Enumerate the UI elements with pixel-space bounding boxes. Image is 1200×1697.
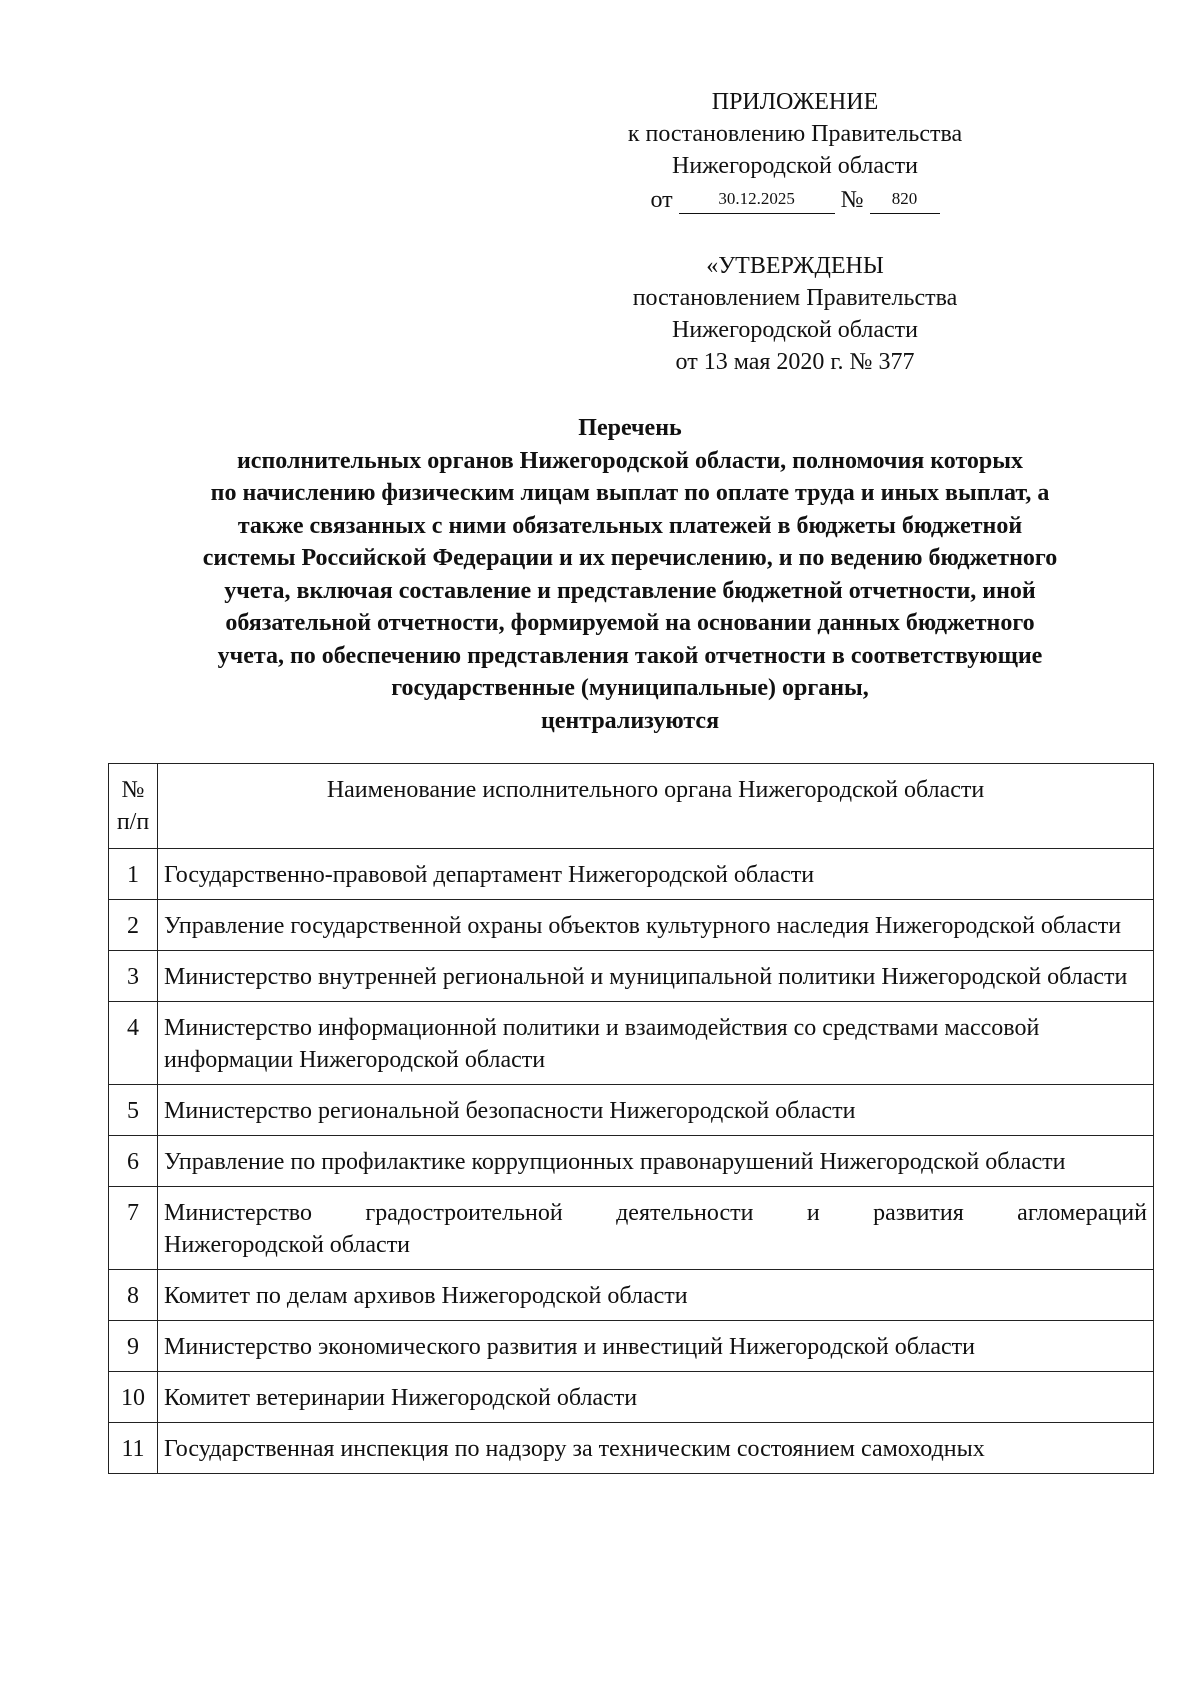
- appendix-line-2: Нижегородской области: [671, 153, 919, 179]
- row-number: 1: [109, 849, 158, 900]
- row-name: Министерство информационной политики и взаимодействия со средствами массовой информации Нижегородской области: [158, 1002, 1154, 1085]
- row-number: 4: [109, 1002, 158, 1085]
- document-heading: [110, 412, 1150, 737]
- heading-line: централизуются: [540, 707, 720, 734]
- table-row: [109, 1085, 1154, 1136]
- row-name: Управление по профилактике коррупционных правонарушений Нижегородской области: [158, 1136, 1154, 1187]
- table-row: [109, 1136, 1154, 1187]
- heading-line: обязательной отчетности, формируемой на основании данных бюджетного: [225, 610, 1035, 636]
- row-number: 11: [109, 1423, 158, 1474]
- row-name: Государственная инспекция по надзору за техническим состоянием самоходных: [158, 1423, 1154, 1474]
- approved-block: [560, 250, 1030, 378]
- heading-line: исполнительных органов Нижегородской области, полномочия которых: [236, 447, 1024, 474]
- appendix-title: ПРИЛОЖЕНИЕ: [711, 89, 879, 115]
- date-prefix: от: [650, 187, 673, 213]
- header-number-line-2: п/п: [116, 809, 150, 835]
- heading-line: учета, по обеспечению представления такой отчетности в соответствующие: [217, 642, 1043, 669]
- row-number: 7: [109, 1187, 158, 1270]
- table-row: [109, 1372, 1154, 1423]
- row-name: Государственно-правовой департамент Нижегородской области: [158, 849, 1154, 900]
- decree-date: 30.12.2025: [679, 189, 835, 214]
- approved-title: «УТВЕРЖДЕНЫ: [706, 253, 884, 279]
- table-row: [109, 1321, 1154, 1372]
- row-name: [158, 1187, 1154, 1270]
- table-row: [109, 1187, 1154, 1270]
- heading-line: Перечень: [578, 415, 682, 441]
- organizations-table: [108, 763, 1154, 1474]
- row-name: Министерство внутренней региональной и муниципальной политики Нижегородской области: [158, 951, 1154, 1002]
- table-row: [109, 951, 1154, 1002]
- approved-line-1: постановлением Правительства: [632, 285, 958, 311]
- row-number: 5: [109, 1085, 158, 1136]
- appendix-block: [560, 86, 1030, 216]
- heading-line: по начислению физическим лицам выплат по оплате труда и иных выплат, а: [210, 480, 1050, 506]
- table-row: [109, 1423, 1154, 1474]
- header-number: [109, 764, 158, 849]
- heading-line: учета, включая составление и представление бюджетной отчетности, иной: [224, 577, 1036, 604]
- row-name: Министерство экономического развития и инвестиций Нижегородской области: [158, 1321, 1154, 1372]
- row-number: 8: [109, 1270, 158, 1321]
- number-prefix: №: [840, 187, 864, 213]
- row-name: Комитет ветеринарии Нижегородской области: [158, 1372, 1154, 1423]
- heading-line: системы Российской Федерации и их перечислению, и по ведению бюджетного: [202, 545, 1058, 571]
- row-name-line-1: Министерство градостроительной деятельности и развития агломераций: [164, 1200, 1147, 1226]
- date-number-line: [560, 182, 1030, 216]
- row-number: 3: [109, 951, 158, 1002]
- appendix-line-1: к постановлению Правительства: [627, 121, 963, 147]
- table-row: [109, 1002, 1154, 1085]
- row-name: Комитет по делам архивов Нижегородской области: [158, 1270, 1154, 1321]
- decree-number: 820: [870, 189, 940, 214]
- table-header-row: [109, 764, 1154, 849]
- row-number: 2: [109, 900, 158, 951]
- approved-line-2: Нижегородской области: [671, 317, 919, 343]
- header-number-line-1: №: [121, 777, 145, 803]
- table-row: [109, 900, 1154, 951]
- row-name: Управление государственной охраны объектов культурного наследия Нижегородской области: [158, 900, 1154, 951]
- table-row: [109, 849, 1154, 900]
- heading-line: государственные (муниципальные) органы,: [391, 675, 869, 701]
- row-number: 6: [109, 1136, 158, 1187]
- heading-line: также связанных с ними обязательных платежей в бюджеты бюджетной: [237, 512, 1023, 539]
- header-name: Наименование исполнительного органа Нижегородской области: [158, 764, 1154, 849]
- row-number: 9: [109, 1321, 158, 1372]
- approved-line-3: от 13 мая 2020 г. № 377: [675, 349, 915, 375]
- row-name-line-2: Нижегородской области: [164, 1232, 411, 1258]
- row-number: 10: [109, 1372, 158, 1423]
- row-name: Министерство региональной безопасности Нижегородской области: [158, 1085, 1154, 1136]
- table-row: [109, 1270, 1154, 1321]
